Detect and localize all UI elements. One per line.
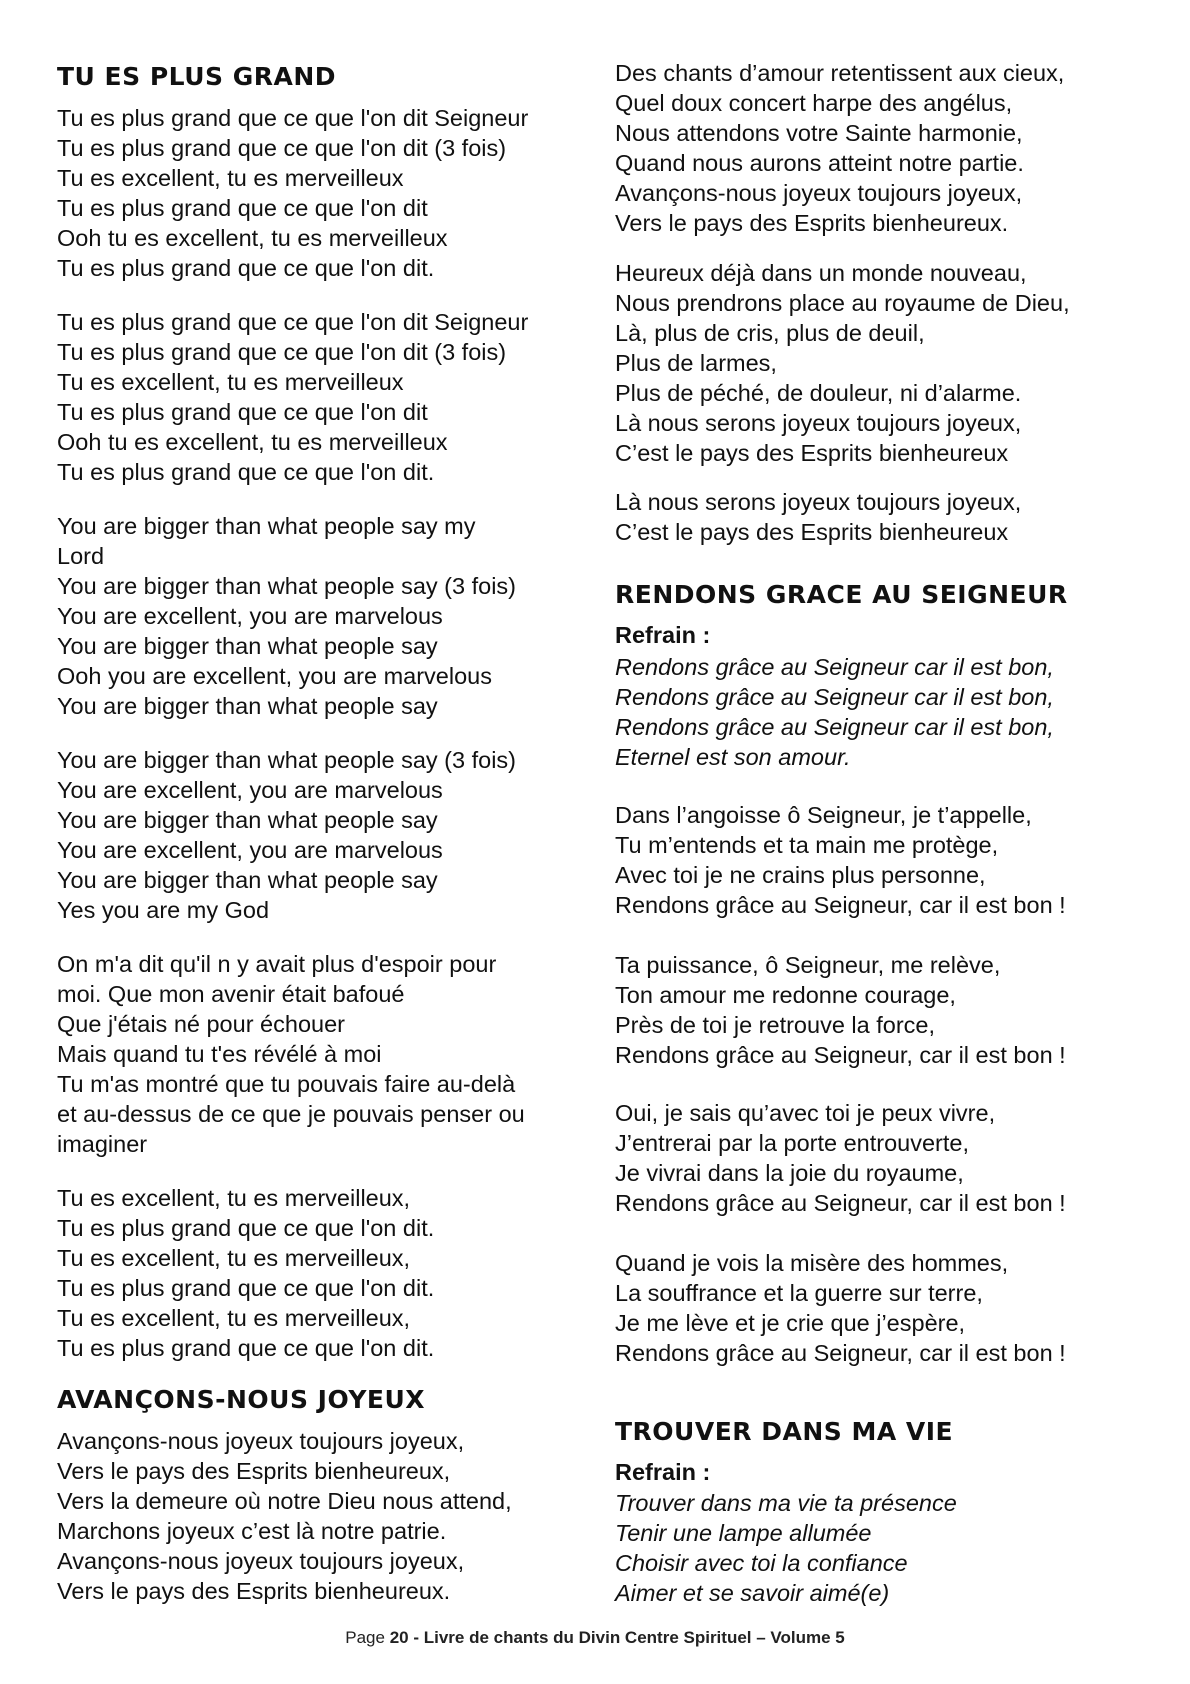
lyric-line: Plus de péché, de douleur, ni d’alarme.: [615, 380, 1022, 406]
lyric-line: Je me lève et je crie que j’espère,: [615, 1310, 966, 1336]
lyric-line: Tu es plus grand que ce que l'on dit: [57, 399, 428, 425]
lyric-line: Vers le pays des Esprits bienheureux.: [57, 1578, 451, 1604]
lyric-line: Mais quand tu t'es révélé à moi: [57, 1041, 382, 1067]
lyric-line: Rendons grâce au Seigneur, car il est bon !: [615, 1340, 1066, 1366]
lyric-line: Tu m’entends et ta main me protège,: [615, 832, 999, 858]
lyric-line: Là nous serons joyeux toujours joyeux,: [615, 410, 1022, 436]
lyric-line: Quand je vois la misère des hommes,: [615, 1250, 1009, 1276]
song-title: TROUVER DANS MA VIE: [615, 1417, 954, 1446]
lyric-line: Tu es plus grand que ce que l'on dit Seigneur: [57, 105, 529, 131]
stanza: [615, 487, 1021, 547]
lyric-line: Tu es excellent, tu es merveilleux: [57, 369, 404, 395]
refrain-label: Refrain :: [615, 622, 711, 648]
footer-book-title: - Livre de chants du Divin Centre Spirituel – Volume 5: [408, 1628, 845, 1647]
song-title: RENDONS GRACE AU SEIGNEUR: [615, 580, 1068, 609]
lyric-line: imaginer: [57, 1131, 148, 1157]
lyric-line: You are bigger than what people say: [57, 807, 438, 833]
lyric-line: Tenir une lampe allumée: [615, 1520, 872, 1546]
lyric-line: Rendons grâce au Seigneur, car il est bon !: [615, 892, 1066, 918]
lyric-line: Avançons-nous joyeux toujours joyeux,: [57, 1428, 465, 1454]
lyric-line: Tu es plus grand que ce que l'on dit (3 fois): [57, 135, 507, 161]
stanza: [57, 511, 516, 721]
lyric-line: et au-dessus de ce que je pouvais penser ou: [57, 1101, 525, 1127]
lyric-line: You are excellent, you are marvelous: [57, 603, 443, 629]
lyric-line: Rendons grâce au Seigneur, car il est bon !: [615, 1042, 1066, 1068]
lyric-line: Vers la demeure où notre Dieu nous attend,: [57, 1488, 512, 1514]
lyric-line: Choisir avec toi la confiance: [615, 1550, 908, 1576]
lyric-line: You are bigger than what people say (3 fois): [57, 573, 516, 599]
lyric-line: Yes you are my God: [57, 897, 270, 923]
lyric-line: Tu es plus grand que ce que l'on dit.: [57, 1275, 435, 1301]
lyric-line: La souffrance et la guerre sur terre,: [615, 1280, 983, 1306]
refrain: [615, 652, 1054, 772]
lyric-line: C’est le pays des Esprits bienheureux: [615, 519, 1009, 545]
lyric-line: Avec toi je ne crains plus personne,: [615, 862, 986, 888]
lyric-line: Tu es plus grand que ce que l'on dit: [57, 195, 428, 221]
stanza: [615, 58, 1064, 238]
lyric-line: You are bigger than what people say: [57, 693, 438, 719]
lyric-line: Marchons joyeux c’est là notre patrie.: [57, 1518, 447, 1544]
lyric-line: Rendons grâce au Seigneur car il est bon,: [615, 714, 1054, 740]
lyric-line: Tu es plus grand que ce que l'on dit.: [57, 255, 435, 281]
lyric-line: Dans l’angoisse ô Seigneur, je t’appelle,: [615, 802, 1032, 828]
stanza: [615, 950, 1066, 1070]
stanza: [57, 307, 528, 487]
lyric-line: Tu es excellent, tu es merveilleux,: [57, 1185, 411, 1211]
lyric-line: Tu es excellent, tu es merveilleux: [57, 165, 404, 191]
lyric-line: Aimer et se savoir aimé(e): [615, 1580, 890, 1606]
lyric-line: You are excellent, you are marvelous: [57, 777, 443, 803]
lyric-line: Là, plus de cris, plus de deuil,: [615, 320, 925, 346]
lyric-line: Quand nous aurons atteint notre partie.: [615, 150, 1024, 176]
lyric-line: Quel doux concert harpe des angélus,: [615, 90, 1013, 116]
lyric-line: Avançons-nous joyeux toujours joyeux,: [615, 180, 1023, 206]
lyric-line: Je vivrai dans la joie du royaume,: [615, 1160, 964, 1186]
lyric-line: Ta puissance, ô Seigneur, me relève,: [615, 952, 1001, 978]
lyric-line: Ooh tu es excellent, tu es merveilleux: [57, 225, 448, 251]
lyric-line: Plus de larmes,: [615, 350, 777, 376]
refrain-label: Refrain :: [615, 1459, 711, 1485]
lyric-line: Près de toi je retrouve la force,: [615, 1012, 936, 1038]
lyric-line: You are bigger than what people say: [57, 867, 438, 893]
stanza: [615, 1248, 1066, 1368]
lyric-line: J’entrerai par la porte entrouverte,: [615, 1130, 969, 1156]
stanza: [615, 800, 1066, 920]
stanza: [615, 258, 1070, 468]
lyric-line: You are bigger than what people say: [57, 633, 438, 659]
lyric-line: moi. Que mon avenir était bafoué: [57, 981, 405, 1007]
lyric-line: Rendons grâce au Seigneur, car il est bon !: [615, 1190, 1066, 1216]
lyric-line: Tu es plus grand que ce que l'on dit Seigneur: [57, 309, 529, 335]
lyric-line: Vers le pays des Esprits bienheureux.: [615, 210, 1009, 236]
lyric-line: Nous attendons votre Sainte harmonie,: [615, 120, 1023, 146]
lyric-line: Rendons grâce au Seigneur car il est bon,: [615, 654, 1054, 680]
lyric-line: Tu es excellent, tu es merveilleux,: [57, 1245, 411, 1271]
refrain: [615, 1488, 957, 1608]
lyric-line: Tu es plus grand que ce que l'on dit.: [57, 1335, 435, 1361]
lyric-line: Avançons-nous joyeux toujours joyeux,: [57, 1548, 465, 1574]
lyric-line: You are bigger than what people say my: [57, 513, 476, 539]
lyric-line: Oui, je sais qu’avec toi je peux vivre,: [615, 1100, 996, 1126]
lyric-line: Que j'étais né pour échouer: [57, 1011, 345, 1037]
lyric-line: Ooh tu es excellent, tu es merveilleux: [57, 429, 448, 455]
lyric-line: Tu es excellent, tu es merveilleux,: [57, 1305, 411, 1331]
lyric-line: Trouver dans ma vie ta présence: [615, 1490, 957, 1516]
stanza: [57, 103, 528, 283]
lyric-line: Nous prendrons place au royaume de Dieu,: [615, 290, 1070, 316]
lyric-line: On m'a dit qu'il n y avait plus d'espoir pour: [57, 951, 497, 977]
page-footer: [0, 1628, 1190, 1648]
lyric-line: Lord: [57, 543, 105, 569]
lyric-line: Ooh you are excellent, you are marvelous: [57, 663, 492, 689]
stanza: [57, 1183, 434, 1363]
lyric-line: Tu m'as montré que tu pouvais faire au-delà: [57, 1071, 516, 1097]
lyric-line: Vers le pays des Esprits bienheureux,: [57, 1458, 451, 1484]
page-number: 20: [389, 1628, 409, 1647]
lyric-line: You are bigger than what people say (3 fois): [57, 747, 516, 773]
lyric-line: Tu es plus grand que ce que l'on dit.: [57, 1215, 435, 1241]
lyric-line: C’est le pays des Esprits bienheureux: [615, 440, 1009, 466]
lyric-line: Tu es plus grand que ce que l'on dit (3 fois): [57, 339, 507, 365]
stanza: [57, 1426, 512, 1606]
footer-prefix: Page: [345, 1628, 390, 1647]
lyric-line: Ton amour me redonne courage,: [615, 982, 956, 1008]
lyric-line: Rendons grâce au Seigneur car il est bon,: [615, 684, 1054, 710]
lyric-line: Eternel est son amour.: [615, 744, 851, 770]
stanza: [57, 745, 516, 925]
song-title: TU ES PLUS GRAND: [57, 62, 337, 91]
lyric-line: Tu es plus grand que ce que l'on dit.: [57, 459, 435, 485]
lyric-line: Heureux déjà dans un monde nouveau,: [615, 260, 1027, 286]
lyric-line: You are excellent, you are marvelous: [57, 837, 443, 863]
lyric-line: Là nous serons joyeux toujours joyeux,: [615, 489, 1022, 515]
lyric-line: Des chants d’amour retentissent aux cieux,: [615, 60, 1065, 86]
song-title: AVANÇONS-NOUS JOYEUX: [57, 1385, 426, 1414]
stanza: [57, 949, 525, 1159]
stanza: [615, 1098, 1066, 1218]
